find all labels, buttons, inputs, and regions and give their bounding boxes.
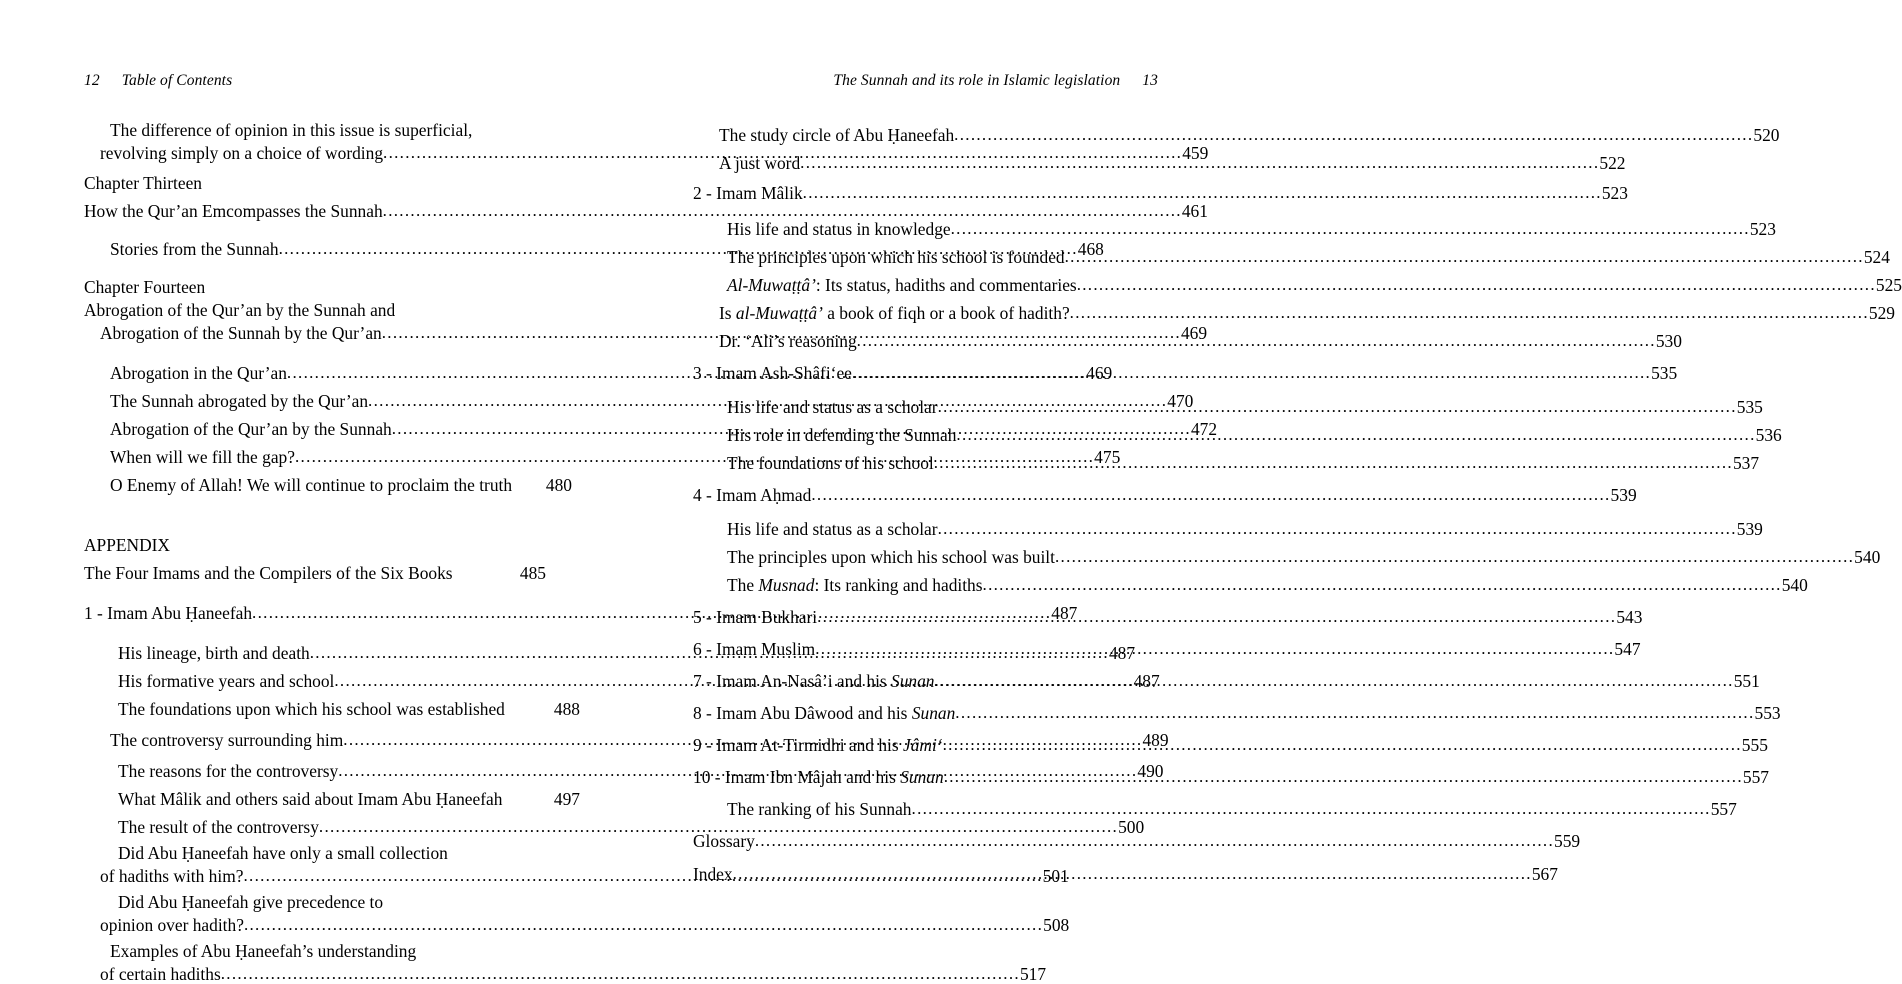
toc-entry[interactable] — [693, 662, 1760, 691]
toc-entry[interactable] — [693, 238, 1890, 267]
toc-entry-line — [84, 296, 546, 319]
toc-page-number: 540 — [1854, 546, 1881, 567]
spacer — [84, 258, 546, 268]
toc-entry-line — [727, 538, 1881, 567]
spacer — [84, 622, 546, 634]
toc-entry[interactable] — [693, 855, 1558, 886]
toc-page-number: 535 — [1736, 396, 1763, 417]
toc-entry-italic-title: Sunan — [891, 670, 935, 691]
toc-entry-line — [727, 238, 1890, 267]
toc-page-number: 551 — [1733, 670, 1760, 691]
toc-entry[interactable] — [84, 780, 580, 809]
toc-entry[interactable] — [693, 598, 1643, 627]
toc-entry-line — [693, 598, 1643, 627]
toc-entry-line — [693, 630, 1641, 659]
running-head-left — [84, 72, 232, 90]
toc-entry-text: revolving simply on a choice of wording — [100, 142, 384, 163]
toc-entry-line — [84, 164, 546, 192]
toc-entry[interactable] — [693, 694, 1781, 723]
dot-leader — [938, 520, 1737, 537]
toc-entry-line — [84, 554, 546, 582]
toc-page-number: 547 — [1614, 638, 1641, 659]
dot-leader — [938, 398, 1737, 415]
toc-entry-text: of certain hadiths — [100, 963, 221, 984]
toc-page-number: 557 — [1742, 766, 1769, 787]
toc-entry-text: 8 - Imam Abu Dâwood and his Sunan — [693, 702, 956, 723]
toc-page-number: 529 — [1868, 302, 1895, 323]
toc-entry-italic-title: Sunan — [900, 766, 944, 787]
toc-entry-text: Index — [693, 863, 733, 884]
toc-page-number: 553 — [1754, 702, 1781, 723]
toc-entry-text: Abrogation in the Qur’an — [110, 362, 287, 383]
toc-entry[interactable] — [693, 174, 1628, 203]
toc-page-number: 522 — [1599, 152, 1626, 173]
dot-leader — [983, 576, 1782, 593]
toc-entry-line — [727, 388, 1763, 417]
toc-page-number: 487 — [1051, 602, 1078, 623]
toc-entry-text: Dr. ‘Ali’s reasoning — [719, 330, 857, 351]
spacer — [84, 494, 546, 526]
spacer — [693, 202, 1158, 210]
running-head-right-title: The Sunnah and its role in Islamic legislation — [833, 72, 1121, 89]
toc-entry-text: What Mâlik and others said about Imam Abu Ḥaneefah — [118, 788, 503, 809]
toc-entry-text: The Four Imams and the Compilers of the Six Books — [84, 562, 453, 583]
toc-entry-line — [727, 444, 1760, 473]
dot-leader — [221, 965, 1020, 982]
dot-leader — [803, 184, 1602, 201]
toc-entry-text: Is al-Muwaṭṭâ’ a book of fiqh or a book of hadith? — [719, 302, 1070, 323]
dot-leader — [815, 640, 1614, 657]
toc-page-number: 500 — [1118, 816, 1145, 837]
toc-entry-text: The Musnad: Its ranking and hadiths — [727, 574, 983, 595]
spacer — [84, 220, 546, 230]
toc-entry[interactable] — [84, 164, 546, 192]
toc-entry[interactable] — [84, 690, 580, 719]
toc-entry-line — [84, 268, 546, 296]
toc-entry-text: The controversy surrounding him — [110, 729, 344, 750]
spacer — [84, 582, 546, 594]
toc-entry-text: Chapter Thirteen — [84, 172, 202, 193]
toc-entry[interactable] — [693, 758, 1769, 787]
toc-entry[interactable] — [84, 466, 572, 495]
toc-page-number: 517 — [1019, 963, 1047, 984]
toc-entry[interactable] — [84, 554, 546, 582]
toc-entry-text: The result of the controversy — [118, 816, 319, 837]
toc-entry-line — [118, 839, 580, 862]
toc-entry-text: The ranking of his Sunnah — [727, 798, 912, 819]
toc-page-number: 523 — [1749, 218, 1776, 239]
toc-page-number: 501 — [1042, 865, 1069, 886]
toc-entry-line — [100, 911, 1070, 935]
toc-page-number: 485 — [519, 562, 546, 583]
toc-page-number: 559 — [1554, 830, 1581, 851]
toc-entry-line — [693, 726, 1768, 755]
toc-entry-text: O Enemy of Allah! We will continue to proclaim the truth — [110, 474, 513, 495]
toc-entry-text: The foundations upon which his school was established — [118, 698, 505, 719]
toc-entry-line — [693, 694, 1781, 723]
toc-entry-text: The Sunnah abrogated by the Qur’an — [110, 390, 369, 411]
toc-entry-text: Al-Muwaṭṭâ’: Its status, hadiths and commentaries — [727, 274, 1077, 295]
toc-entry-line — [118, 690, 580, 718]
toc-page-number: 539 — [1610, 484, 1637, 505]
toc-entry-text: 2 - Imam Mâlik — [693, 182, 803, 203]
toc-entry-text: His life and status as a scholar — [727, 518, 938, 539]
toc-entry-text: His life and status as a scholar — [727, 396, 938, 417]
toc-entry[interactable] — [693, 566, 1808, 595]
toc-page-number: 530 — [1655, 330, 1682, 351]
toc-entry-text: 7 - Imam An-Nasâ’i and his Sunan — [693, 670, 935, 691]
dot-leader — [944, 768, 1743, 785]
toc-entry-line — [727, 790, 1737, 819]
toc-page-number: 487 — [1133, 670, 1160, 691]
toc-page-number: 524 — [1863, 246, 1890, 267]
toc-entry-line — [727, 266, 1902, 295]
toc-page-number: 480 — [545, 474, 572, 495]
toc-page-number: 487 — [1108, 642, 1136, 663]
toc-page-number: 520 — [1753, 124, 1780, 145]
toc-entry[interactable] — [693, 476, 1637, 505]
folio-right: 13 — [1142, 72, 1158, 89]
toc-page-number: 469 — [1086, 362, 1113, 383]
toc-page-number: 459 — [1182, 142, 1209, 163]
toc-entry-text: 10 - Imam Ibn Mâjah and his Sunan — [693, 766, 944, 787]
toc-entry-italic-title: Sunan — [911, 702, 956, 723]
running-head-left-title: Table of Contents — [121, 72, 233, 89]
toc-entry-text: Examples of Abu Ḥaneefah’s understanding — [110, 940, 417, 961]
toc-entry-text: A just word — [719, 152, 801, 173]
toc-entry-text: His lineage, birth and death — [118, 642, 310, 663]
toc-entry[interactable] — [693, 538, 1881, 567]
toc-page-number: 508 — [1043, 914, 1070, 935]
toc-entry[interactable] — [693, 822, 1581, 851]
toc-entry-text: Did Abu Ḥaneefah give precedence to — [118, 891, 384, 912]
toc-entry-line — [118, 888, 580, 911]
toc-entry-text: Glossary — [693, 830, 755, 851]
toc-entry-line — [693, 822, 1581, 851]
toc-entry-line — [693, 476, 1637, 505]
toc-page-number: 461 — [1181, 200, 1208, 221]
toc-entry-italic-title: Al-Muwaṭṭâ’ — [727, 274, 816, 295]
dot-leader — [733, 865, 1532, 882]
toc-entry-line — [727, 566, 1808, 595]
spacer — [84, 342, 546, 354]
toc-page-number: 523 — [1601, 182, 1628, 203]
toc-entry-text: His formative years and school — [118, 670, 335, 691]
toc-entry-line — [693, 174, 1628, 203]
toc-page-number: 472 — [1190, 418, 1218, 439]
toc-page-number: 468 — [1077, 238, 1104, 259]
toc-entry-text: 1 - Imam Abu Ḥaneefah — [84, 602, 253, 623]
toc-page-number: 469 — [1180, 322, 1208, 343]
dot-leader — [244, 916, 1043, 933]
toc-page-number: 490 — [1137, 760, 1164, 781]
toc-entry-line — [110, 466, 572, 494]
dot-leader — [755, 832, 1554, 849]
dot-leader — [852, 364, 1651, 381]
toc-entry-text: 9 - Imam At-Tirmidhi and his Jâmi‘ — [693, 734, 943, 755]
toc-entry-text: Chapter Fourteen — [84, 276, 206, 297]
toc-entry-text: APPENDIX — [84, 534, 170, 555]
toc-entry-text: His role in defending the Sunnah — [727, 424, 957, 445]
toc-page-number: 525 — [1875, 274, 1902, 295]
toc-page-number: 470 — [1167, 390, 1194, 411]
toc-entry-text: 5 - Imam Bukhari — [693, 606, 818, 627]
toc-page-number: 475 — [1094, 446, 1121, 467]
running-head-right — [833, 72, 1158, 90]
toc-entry-italic-title: Musnad — [758, 574, 815, 595]
toc-entry-line — [693, 758, 1769, 787]
toc-entry[interactable] — [693, 510, 1763, 539]
toc-entry-text: How the Qur’an Emcompasses the Sunnah — [84, 200, 383, 221]
toc-entry-text: The principles upon which his school is founded — [727, 246, 1065, 267]
toc-entry-line — [693, 855, 1558, 886]
toc-entry-line — [100, 960, 1047, 984]
toc-entry-text: Abrogation of the Sunnah by the Qur’an — [100, 322, 382, 343]
toc-entry-line — [110, 937, 572, 960]
toc-entry[interactable] — [693, 294, 1895, 323]
toc-entry[interactable] — [693, 790, 1737, 819]
dot-leader — [956, 426, 1755, 443]
toc-entry-text: The principles upon which his school was built — [727, 546, 1055, 567]
folio-left: 12 — [84, 72, 100, 89]
toc-page-number: 535 — [1651, 362, 1678, 383]
toc-entry[interactable] — [84, 526, 546, 554]
toc-entry[interactable] — [693, 354, 1678, 383]
toc-entry-line — [118, 780, 580, 808]
toc-entry-text: The study circle of Abu Ḥaneefah — [719, 124, 955, 145]
toc-page-number: 567 — [1531, 863, 1558, 884]
toc-entry-text: The foundations of his school — [727, 452, 934, 473]
dot-leader — [935, 672, 1734, 689]
dot-leader — [954, 126, 1753, 143]
toc-entry-line — [719, 294, 1895, 323]
toc-entry-line — [84, 526, 546, 554]
dot-leader — [934, 454, 1733, 471]
dot-leader — [943, 736, 1742, 753]
toc-entry-text: Abrogation of the Qur’an by the Sunnah — [110, 418, 392, 439]
toc-entry-italic-title: Jâmi‘ — [902, 734, 943, 755]
toc-entry-text: of hadiths with him? — [100, 865, 244, 886]
toc-page-number: 555 — [1741, 734, 1768, 755]
toc-entry[interactable] — [693, 266, 1902, 295]
toc-page-number: 540 — [1781, 574, 1808, 595]
toc-page-number: 537 — [1732, 452, 1760, 473]
toc-entry-text: Stories from the Sunnah — [110, 238, 279, 259]
dot-leader — [800, 154, 1599, 171]
dot-leader — [857, 332, 1656, 349]
toc-entry[interactable] — [693, 444, 1760, 473]
toc-page-number: 489 — [1142, 729, 1169, 750]
dot-leader — [811, 486, 1610, 503]
toc-entry[interactable] — [84, 888, 1070, 935]
dot-leader — [1077, 276, 1876, 293]
toc-entry[interactable] — [693, 630, 1641, 659]
toc-entry-text: opinion over hadith? — [100, 914, 244, 935]
toc-entry[interactable] — [84, 268, 546, 296]
toc-page-number: 539 — [1736, 518, 1763, 539]
dot-leader — [1055, 548, 1854, 565]
toc-entry-line — [719, 116, 1780, 145]
toc-page-number: 497 — [553, 788, 580, 809]
toc-entry[interactable] — [693, 726, 1768, 755]
dot-leader — [1065, 248, 1864, 265]
toc-entry-italic-title: al-Muwaṭṭâ’ — [735, 302, 823, 323]
toc-entry-text: The difference of opinion in this issue is superficial, — [110, 119, 473, 140]
toc-entry[interactable] — [84, 937, 1047, 984]
toc-entry-line — [693, 662, 1760, 691]
toc-entry-text: His life and status in knowledge — [727, 218, 951, 239]
toc-entry-text: The reasons for the controversy — [118, 760, 339, 781]
toc-entry-text: 3 - Imam Ash-Shâfi‘ee — [693, 362, 852, 383]
toc-entry-line — [110, 116, 572, 139]
toc-entry[interactable] — [693, 116, 1780, 145]
dot-leader — [817, 608, 1616, 625]
dot-leader — [951, 220, 1750, 237]
dot-leader — [1070, 304, 1869, 321]
toc-page-number: 536 — [1755, 424, 1782, 445]
dot-leader — [912, 800, 1711, 817]
toc-entry-text: 6 - Imam Muslim — [693, 638, 816, 659]
toc-entry-text: When will we fill the gap? — [110, 446, 295, 467]
toc-page-number: 543 — [1616, 606, 1643, 627]
dot-leader — [955, 704, 1754, 721]
toc-entry-text: Abrogation of the Qur’an by the Sunnah and — [84, 299, 396, 320]
toc-entry-text: 4 - Imam Aḥmad — [693, 484, 812, 505]
toc-entry-text: Did Abu Ḥaneefah have only a small collection — [118, 842, 448, 863]
toc-page-number: 488 — [553, 698, 580, 719]
toc-page-number: 557 — [1710, 798, 1737, 819]
toc-entry-line — [727, 510, 1763, 539]
toc-entry-line — [693, 354, 1678, 383]
